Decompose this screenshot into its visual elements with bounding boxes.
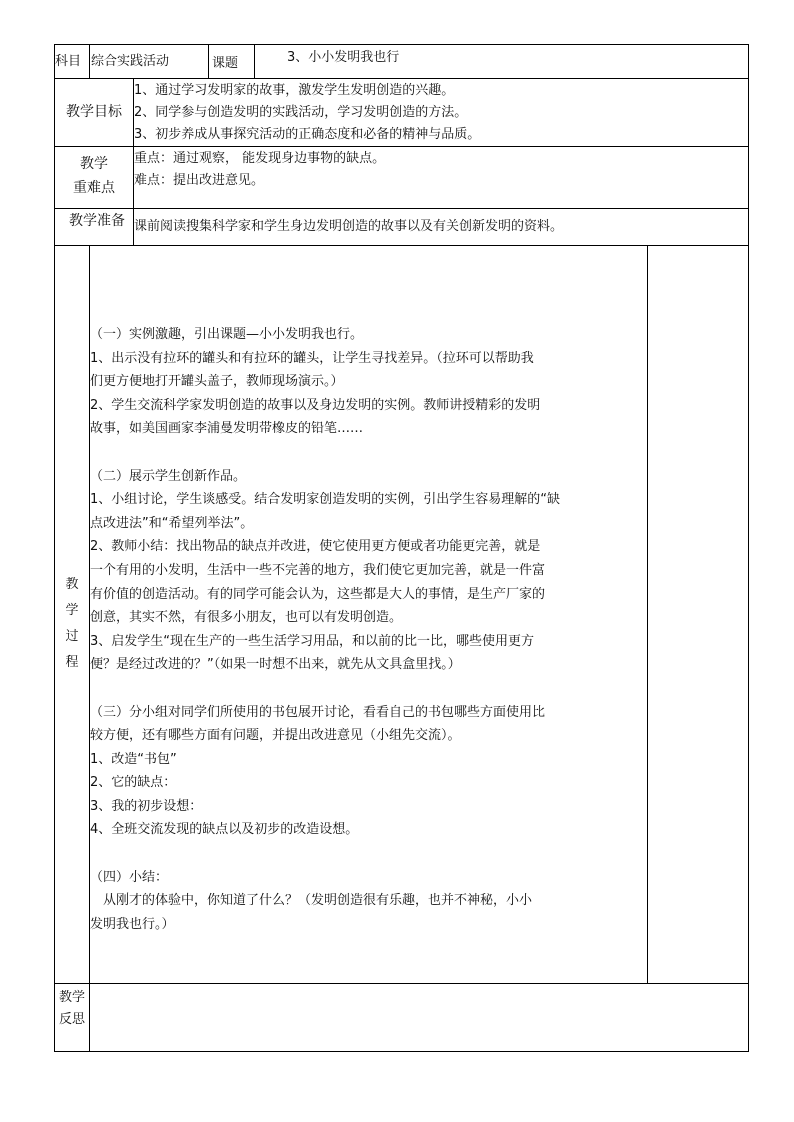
process-line: 1、出示没有拉环的罐头和有拉环的罐头，让学生寻找差异。（拉环可以帮助我 [90,350,534,366]
process-line: 创意，其实不然，有很多小朋友，也可以有发明创造。 [90,610,403,626]
process-line: 一个有用的小发明，生活中一些不完善的地方，我们使它更加完善，就是一件富 [90,562,546,578]
process-line: 故事，如美国画家李浦曼发明带橡皮的铅笔…… [90,421,364,437]
process-label-char: 学 [65,603,79,618]
keypoints-content [134,148,746,206]
subject-label: 科目 [55,54,82,69]
objective-line: 1、通过学习发明家的故事，激发学生发明创造的兴趣。 [134,83,455,98]
row-divider-process [54,245,749,246]
process-line [90,441,646,465]
reflection-label-line: 反思 [58,1012,85,1027]
process-line: 较方便，还有哪些方面有问题，并提出改进意见（小组先交流）。 [90,728,461,744]
process-label-char: 教 [65,577,79,592]
col-divider-subject [89,44,90,79]
process-line: 们更方便地打开罐头盖子，教师现场演示。） [90,374,344,390]
preparation-content: 课前阅读搜集科学家和学生身边发明创造的故事以及有关创新发明的资料。 [134,219,564,234]
process-line: 2、它的缺点： [90,775,177,791]
reflection-label-line: 教学 [58,990,85,1005]
process-line: 2、学生交流科学家发明创造的故事以及身边发明的实例。教师讲授精彩的发明 [90,397,541,413]
preparation-label: 教学准备 [69,213,125,229]
process-line: 有价值的创造活动。有的同学可能会认为，这些都是大人的事情，是生产厂家的 [90,586,546,602]
process-line: （一）实例激趣，引出课题—小小发明我也行。 [90,327,364,342]
row-divider-objectives [54,78,749,79]
process-line: 便？是经过改进的？”（如果一时想不出来，就先从文具盒里找。） [90,657,461,673]
process-label-char: 程 [65,655,79,670]
process-line [90,677,646,701]
col-divider-subject-value [208,44,209,79]
process-line: （四）小结： [90,869,169,885]
row-divider-preparation [54,208,749,209]
keypoints-label-line: 教学 [80,156,108,172]
col-divider-process-right [647,245,648,984]
keypoint-line: 重点：通过观察， 能发现身边事物的缺点。 [134,151,386,166]
topic-label: 课题 [212,56,239,71]
row-divider-keypoints [54,146,749,147]
process-line: 2、教师小结：找出物品的缺点并改进，使它使用更方便或者功能更完善，就是 [90,539,541,555]
process-line: （三）分小组对同学们所使用的书包展开讨论，看看自己的书包哪些方面使用比 [90,704,546,720]
process-line: 1、改造“书包” [90,751,177,767]
process-line: 1、小组讨论，学生谈感受。结合发明家创造发明的实例，引出学生容易理解的“缺 [90,492,561,508]
objective-line: 2、同学参与创造发明的实践活动，学习发明创造的方法。 [134,105,468,120]
process-line: （二）展示学生创新作品。 [90,468,247,484]
process-line: 发明我也行。） [90,916,175,932]
process-line: 3、启发学生“现在生产的一些生活学习用品，和以前的比一比，哪些使用更方 [90,633,535,649]
reflection-content[interactable] [90,984,747,1050]
table-border-bottom [54,1051,749,1052]
table-border-right [748,44,749,1052]
process-label [55,572,89,682]
objective-line: 3、初步养成从事探究活动的正确态度和必备的精神与品质。 [134,127,481,142]
objectives-label: 教学目标 [66,104,122,120]
process-line [90,842,646,866]
keypoint-line: 难点：提出改进意见。 [134,173,265,188]
process-line: 3、我的初步设想： [90,798,203,814]
subject-value: 综合实践活动 [91,54,170,69]
objectives-content [134,80,746,146]
process-line: 从刚才的体验中，你知道了什么？（发明创造很有乐趣，也并不神秘，小小 [90,893,533,909]
process-line: 4、全班交流发现的缺点以及初步的改造设想。 [90,822,359,838]
keypoints-label [55,152,133,208]
keypoints-label-line: 重难点 [73,180,115,196]
process-content [90,323,646,932]
col-divider-topic [254,44,255,79]
process-label-char: 过 [65,629,79,644]
process-line: 点改进法”和“希望列举法”。 [90,515,254,531]
topic-value: 3、小小发明我也行 [287,50,400,65]
reflection-label [55,987,89,1035]
